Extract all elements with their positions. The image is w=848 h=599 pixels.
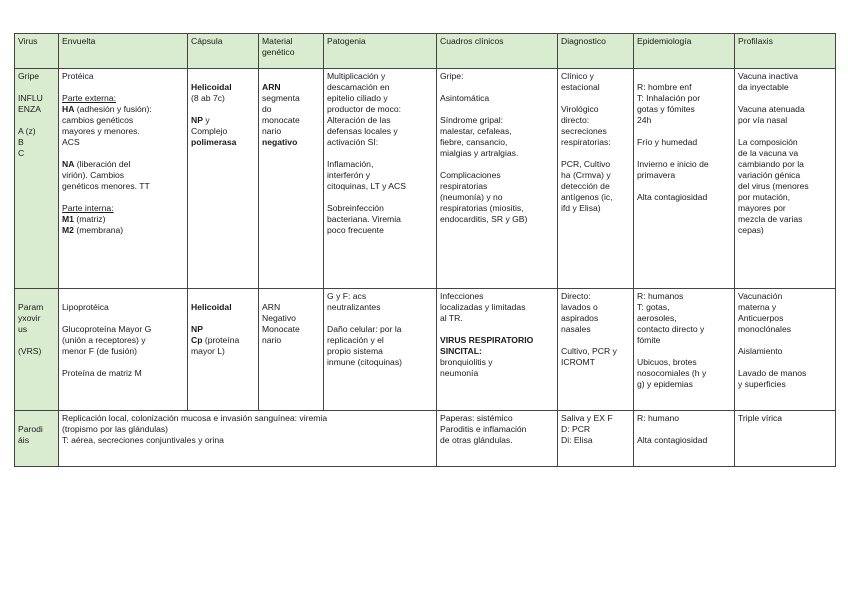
virus-name [18,335,55,346]
text-line: menor F (de fusión) [62,346,137,356]
virus-name: us [18,324,28,334]
text-line: (matriz) [73,214,106,224]
text-line: G y F: acs [327,291,367,301]
text-line: D: PCR [561,424,591,434]
text-line [62,357,184,368]
text-line [637,148,731,159]
text-line [327,313,433,324]
text-line: ICROMT [561,357,595,367]
text-line: (8 ab 7c) [191,93,225,103]
header-material-genetico: Material genético [259,34,324,69]
text-line: replicación y el [327,335,384,345]
text-line: Cultivo, PCR y [561,346,617,356]
virus-name: Gripe [18,71,40,81]
text-line: Gripe: [440,71,464,81]
text-line: Virológico [561,104,599,114]
cell-material-gripe [259,69,324,289]
text-line [440,82,554,93]
text-line [62,291,184,302]
cell-envuelta-gripe [59,69,188,289]
vrs-title: SINCITAL: [440,346,482,356]
text-line: malestar, cefaleas, [440,126,512,136]
text-line: Monocate [262,324,300,334]
text-line: Protéica [62,71,94,81]
cell-capsula-paramyxovirus [188,289,259,411]
text-line: Di: Elisa [561,435,593,445]
header-capsula: Cápsula [188,34,259,69]
text-line: (adhesión y fusión): [74,104,152,114]
text-line: del virus (menores [738,181,809,191]
text-line: por vía nasal [738,115,788,125]
text-line: y [202,115,210,125]
text-line: mayores y menores. [62,126,140,136]
cell-envuelta-paramyxovirus [59,289,188,411]
text-line: interferón y [327,170,370,180]
virus-name: áis [18,435,29,445]
cell-virus-paramyxovirus [15,289,59,411]
text-line: Ubicuos, brotes [637,357,697,367]
virus-name: INFLU [18,93,43,103]
text-line: estacional [561,82,600,92]
text-line: mezcla de varias [738,214,803,224]
text-line: (neumonía) y no [440,192,503,202]
text-line [561,335,630,346]
text-line: Helicoidal [191,82,232,92]
text-line: fómite [637,335,661,345]
text-line: citoquinas, LT y ACS [327,181,406,191]
text-line: mayores por [738,203,786,213]
cell-epidemiologia-paramyxovirus [634,289,735,411]
text-line: neutralizantes [327,302,381,312]
virus-table [14,33,836,467]
text-line: Inflamación, [327,159,374,169]
text-line: Sobreinfección [327,203,384,213]
text-line: primavera [637,170,676,180]
text-line: Aislamiento [738,346,783,356]
text-line: defensas locales y [327,126,398,136]
text-line: La composición [738,137,798,147]
text-line: ARN [262,302,281,312]
text-line: mayor L) [191,346,225,356]
cell-virus-parodiais [15,411,59,467]
text-line: fiebre, cansancio, [440,137,508,147]
text-line: descamación en [327,82,390,92]
text-line: R: humanos [637,291,684,301]
text-line: Directo: [561,291,591,301]
text-line: lavados o [561,302,598,312]
text-line [327,148,433,159]
text-line: Glucoproteína Mayor G [62,324,152,334]
text-line: respiratorias [440,181,488,191]
text-line: (proteína [202,335,240,345]
text-line: Negativo [262,313,296,323]
text-line: Vacuna atenuada [738,104,805,114]
text-line: ACS [62,137,80,147]
header-virus: Virus [15,34,59,69]
text-line: Complicaciones [440,170,501,180]
text-line: materna y [738,302,777,312]
text-line: Alta contagiosidad [637,192,708,202]
np-label: NP [191,115,203,125]
text-line: de la vacuna va [738,148,799,158]
text-line: Daño celular: por la [327,324,402,334]
text-line: cepas) [738,225,764,235]
header-cuadros-clinicos: Cuadros clínicos [437,34,558,69]
text-line [62,313,184,324]
text-line: Helicoidal [191,302,232,312]
text-line: Saliva y EX F [561,413,613,423]
virus-name [18,413,55,424]
vrs-title: VIRUS RESPIRATORIO [440,335,534,345]
text-line: Infecciones [440,291,484,301]
text-line [440,104,554,115]
na-label: NA [62,159,75,169]
text-line: Replicación local, colonización mucosa e invasión sanguínea: viremia [62,413,328,423]
text-line [738,357,832,368]
section-title: Parte interna: [62,203,114,213]
text-line [561,148,630,159]
text-line: al TR. [440,313,463,323]
text-line: PCR, Cultivo [561,159,611,169]
header-patogenia: Patogenia [324,34,437,69]
virus-abbr: (VRS) [18,346,42,356]
text-line: Paroditis e inflamación [440,424,527,434]
text-line: Vacunación [738,291,783,301]
virus-name: yxovir [18,313,41,323]
text-line: negativo [262,137,298,147]
text-line [738,126,832,137]
text-line: R: hombre enf [637,82,692,92]
virus-type: A (z) [18,126,36,136]
text-line: Triple vírica [738,413,783,423]
text-line: monoclónales [738,324,792,334]
text-line: variación génica [738,170,801,180]
text-line [637,181,731,192]
text-line: neumonía [440,368,479,378]
text-line: monocate [262,115,300,125]
text-line: ifd y Elisa) [561,203,601,213]
text-line: T: Inhalación por [637,93,701,103]
text-line: g) y epidemias [637,379,693,389]
header-diagnostico: Diagnostico [558,34,634,69]
text-line [262,291,320,302]
text-line: contacto directo y [637,324,705,334]
cp-label: Cp [191,335,203,345]
text-line: segmenta [262,93,300,103]
virus-type: B [18,137,24,147]
text-line: detección de [561,181,610,191]
cell-epidemiologia-parodiais [634,411,735,467]
m2-label: M2 [62,225,74,235]
text-line [738,93,832,104]
text-line: Proteína de matriz M [62,368,142,378]
text-line: genéticos menores. TT [62,181,150,191]
text-line: T: gotas, [637,302,670,312]
cell-profilaxis-parodiais [735,411,836,467]
text-line: mialgias y artralgias. [440,148,519,158]
cell-capsula-gripe [188,69,259,289]
text-line: Vacuna inactiva [738,71,799,81]
text-line: (tropismo por las glándulas) [62,424,169,434]
header-profilaxis: Profilaxis [735,34,836,69]
text-line: bronquiolitis y [440,357,493,367]
text-line: (membrana) [73,225,124,235]
virus-name: Param [18,302,44,312]
text-line: Clínico y [561,71,594,81]
text-line: cambiando por la [738,159,804,169]
cell-diagnostico-gripe [558,69,634,289]
text-line: de otras glándulas. [440,435,513,445]
ha-label: HA [62,104,75,114]
text-line [561,93,630,104]
text-line: poco frecuente [327,225,384,235]
text-line [637,424,731,435]
section-title: Parte externa: [62,93,116,103]
text-line: respiratorias: [561,137,611,147]
text-line: Alta contagiosidad [637,435,708,445]
header-epidemiologia: Epidemiología [634,34,735,69]
text-line [637,346,731,357]
cell-patogenia-paramyxovirus [324,289,437,411]
text-line [440,159,554,170]
text-line: respiratorias (miositis, [440,203,524,213]
text-line: 24h [637,115,652,125]
text-line: inmune (citoquinas) [327,357,402,367]
text-line: nosocomiales (h y [637,368,707,378]
text-line: propio sistema [327,346,383,356]
text-line: cambios genéticos [62,115,134,125]
cell-patogenia-parodiais [59,411,437,467]
text-line: Paperas: sistémico [440,413,513,423]
cell-profilaxis-gripe [735,69,836,289]
cell-cuadros-gripe [437,69,558,289]
text-line: Multiplicación y [327,71,386,81]
header-row [15,34,836,69]
m1-label: M1 [62,214,74,224]
text-line: T: aérea, secreciones conjuntivales y orina [62,435,224,445]
header-envuelta: Envuelta [59,34,188,69]
table-row-gripe [15,69,836,289]
text-line: virión). Cambios [62,170,125,180]
text-line: (unión a receptores) y [62,335,146,345]
cell-cuadros-parodiais [437,411,558,467]
virus-name: Parodi [18,424,43,434]
text-line: Invierno e inicio de [637,159,709,169]
text-line [637,126,731,137]
cell-cuadros-paramyxovirus [437,289,558,411]
text-line: bacteriana. Viremia [327,214,401,224]
cell-epidemiologia-gripe [634,69,735,289]
text-line: activación SI: [327,137,379,147]
text-line: y superficies [738,379,786,389]
text-line: aspirados [561,313,599,323]
virus-name: ENZA [18,104,41,114]
text-line: nario [262,335,282,345]
text-line: do [262,104,272,114]
text-line: Asintomática [440,93,490,103]
text-line: R: humano [637,413,680,423]
table-row-parodiais [15,411,836,467]
text-line: Síndrome gripal: [440,115,504,125]
cell-patogenia-gripe [324,69,437,289]
text-line: endocarditis, SR y GB) [440,214,528,224]
text-line [637,71,731,82]
cell-profilaxis-paramyxovirus [735,289,836,411]
text-line: gotas y fómites [637,104,695,114]
text-line: aerosoles, [637,313,677,323]
text-line: secreciones [561,126,607,136]
cell-diagnostico-parodiais [558,411,634,467]
text-line: productor de moco: [327,104,402,114]
text-line: Alteración de las [327,115,391,125]
text-line [327,192,433,203]
text-line: epitelio ciliado y [327,93,388,103]
text-line [738,335,832,346]
cell-virus-gripe [15,69,59,289]
text-line: localizadas y limitadas [440,302,526,312]
text-line: nasales [561,324,591,334]
text-line: Anticuerpos [738,313,784,323]
text-line: ARN [262,82,281,92]
text-line: nario [262,126,282,136]
table-row-paramyxovirus [15,289,836,411]
text-line: Frío y humedad [637,137,698,147]
np-label: NP [191,324,203,334]
text-line: polimerasa [191,137,237,147]
text-line: por mutación, [738,192,791,202]
cell-diagnostico-paramyxovirus [558,289,634,411]
cell-material-paramyxovirus [259,289,324,411]
text-line: directo: [561,115,590,125]
text-line: Lavado de manos [738,368,807,378]
virus-type: C [18,148,25,158]
text-line: da inyectable [738,82,789,92]
text-line: Complejo [191,126,228,136]
text-line: antígenos (ic, [561,192,613,202]
text-line: (liberación del [74,159,131,169]
text-line: Lipoprotéica [62,302,109,312]
text-line: ha (Crmva) y [561,170,611,180]
